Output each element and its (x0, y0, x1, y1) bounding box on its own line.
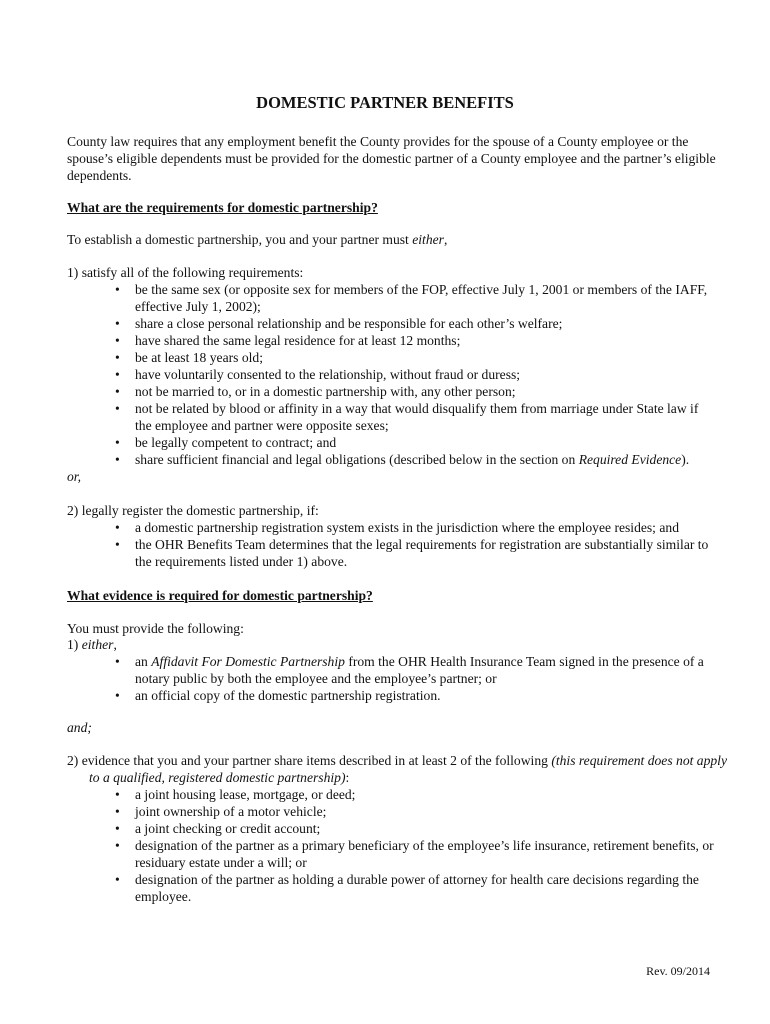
list-item: • not be married to, or in a domestic partnership with, any other person; (115, 383, 715, 400)
list-item: • a joint housing lease, mortgage, or deed; (115, 786, 715, 803)
list-item: • an official copy of the domestic partnership registration. (115, 687, 715, 704)
requirements-heading: What are the requirements for domestic partnership? (67, 200, 378, 215)
and-label: and; (67, 720, 92, 735)
item2-emphasis: (this requirement does not apply to a qualified, registered domestic partnership) (89, 753, 727, 785)
evidence-item1-label (67, 636, 717, 653)
list-item: • designation of the partner as holding a durable power of attorney for health care decisions regarding the employee. (115, 871, 715, 905)
list-item: • a joint checking or credit account; (115, 820, 715, 837)
list-item: • be the same sex (or opposite sex for members of the FOP, effective July 1, 2001 or members of the IAFF, effective July 1, 2002); (115, 281, 715, 315)
registration-list (115, 519, 715, 570)
item1-emphasis: either (81, 637, 114, 652)
list-item (115, 451, 715, 468)
lead-suffix: , (443, 232, 448, 247)
list-item: • have voluntarily consented to the relationship, without fraud or duress; (115, 366, 715, 383)
evidence-lead: You must provide the following: (67, 621, 244, 636)
or-label: or, (67, 469, 81, 484)
list-item: • be legally competent to contract; and (115, 434, 715, 451)
intro-paragraph: County law requires that any employment benefit the County provides for the spouse of a County employee or the spouse’s eligible dependents must be provided for the domestic partner of a County employee and the partner’s eligible dependents. (67, 134, 716, 183)
item2-text: 2) evidence that you and your partner share items described in at least 2 of the following (67, 753, 552, 768)
last-requirement-suffix: ). (681, 452, 690, 467)
evidence-option-list (115, 653, 715, 704)
list-item: • the OHR Benefits Team determines that the legal requirements for registration are substantially similar to the requirements listed under 1) above. (115, 536, 715, 570)
lead-emphasis: either (412, 232, 444, 247)
list-item: • share a close personal relationship and be responsible for each other’s welfare; (115, 315, 715, 332)
option2-label: 2) legally register the domestic partnership, if: (67, 503, 319, 518)
last-requirement-prefix: share sufficient financial and legal obligations (described below in the section on (135, 452, 579, 467)
revision-date: Rev. 09/2014 (646, 964, 710, 978)
required-evidence-emphasis: Required Evidence (578, 452, 682, 467)
item2-suffix: : (345, 770, 350, 785)
requirements-lead (67, 231, 717, 248)
requirements-list (115, 281, 715, 468)
affidavit-prefix: an (135, 654, 152, 669)
list-item: • not be related by blood or affinity in a way that would disqualify them from marriage under State law if the employee and partner were opposite sexes; (115, 400, 715, 434)
item1-prefix: 1) (67, 637, 82, 652)
item1-suffix: , (113, 637, 117, 652)
list-item: • have shared the same legal residence for at least 12 months; (115, 332, 715, 349)
page-title: DOMESTIC PARTNER BENEFITS (256, 93, 514, 112)
lead-prefix: To establish a domestic partnership, you and your partner must (67, 232, 413, 247)
evidence-heading: What evidence is required for domestic partnership? (67, 588, 373, 603)
evidence-item2 (67, 752, 739, 786)
list-item: • a domestic partnership registration system exists in the jurisdiction where the employee resides; and (115, 519, 715, 536)
affidavit-title: Affidavit For Domestic Partnership (151, 654, 345, 669)
option1-label: 1) satisfy all of the following requirements: (67, 265, 304, 280)
affidavit-suffix: from the OHR Health Insurance Team signed in the presence of a notary public by both the employee and the employee’s partner; or (135, 654, 704, 686)
list-item: • be at least 18 years old; (115, 349, 715, 366)
evidence-items-list (115, 786, 715, 905)
list-item: • designation of the partner as a primary beneficiary of the employee’s life insurance, retirement benefits, or residuary estate under a will; or (115, 837, 715, 871)
list-item: • joint ownership of a motor vehicle; (115, 803, 715, 820)
list-item (115, 653, 715, 687)
